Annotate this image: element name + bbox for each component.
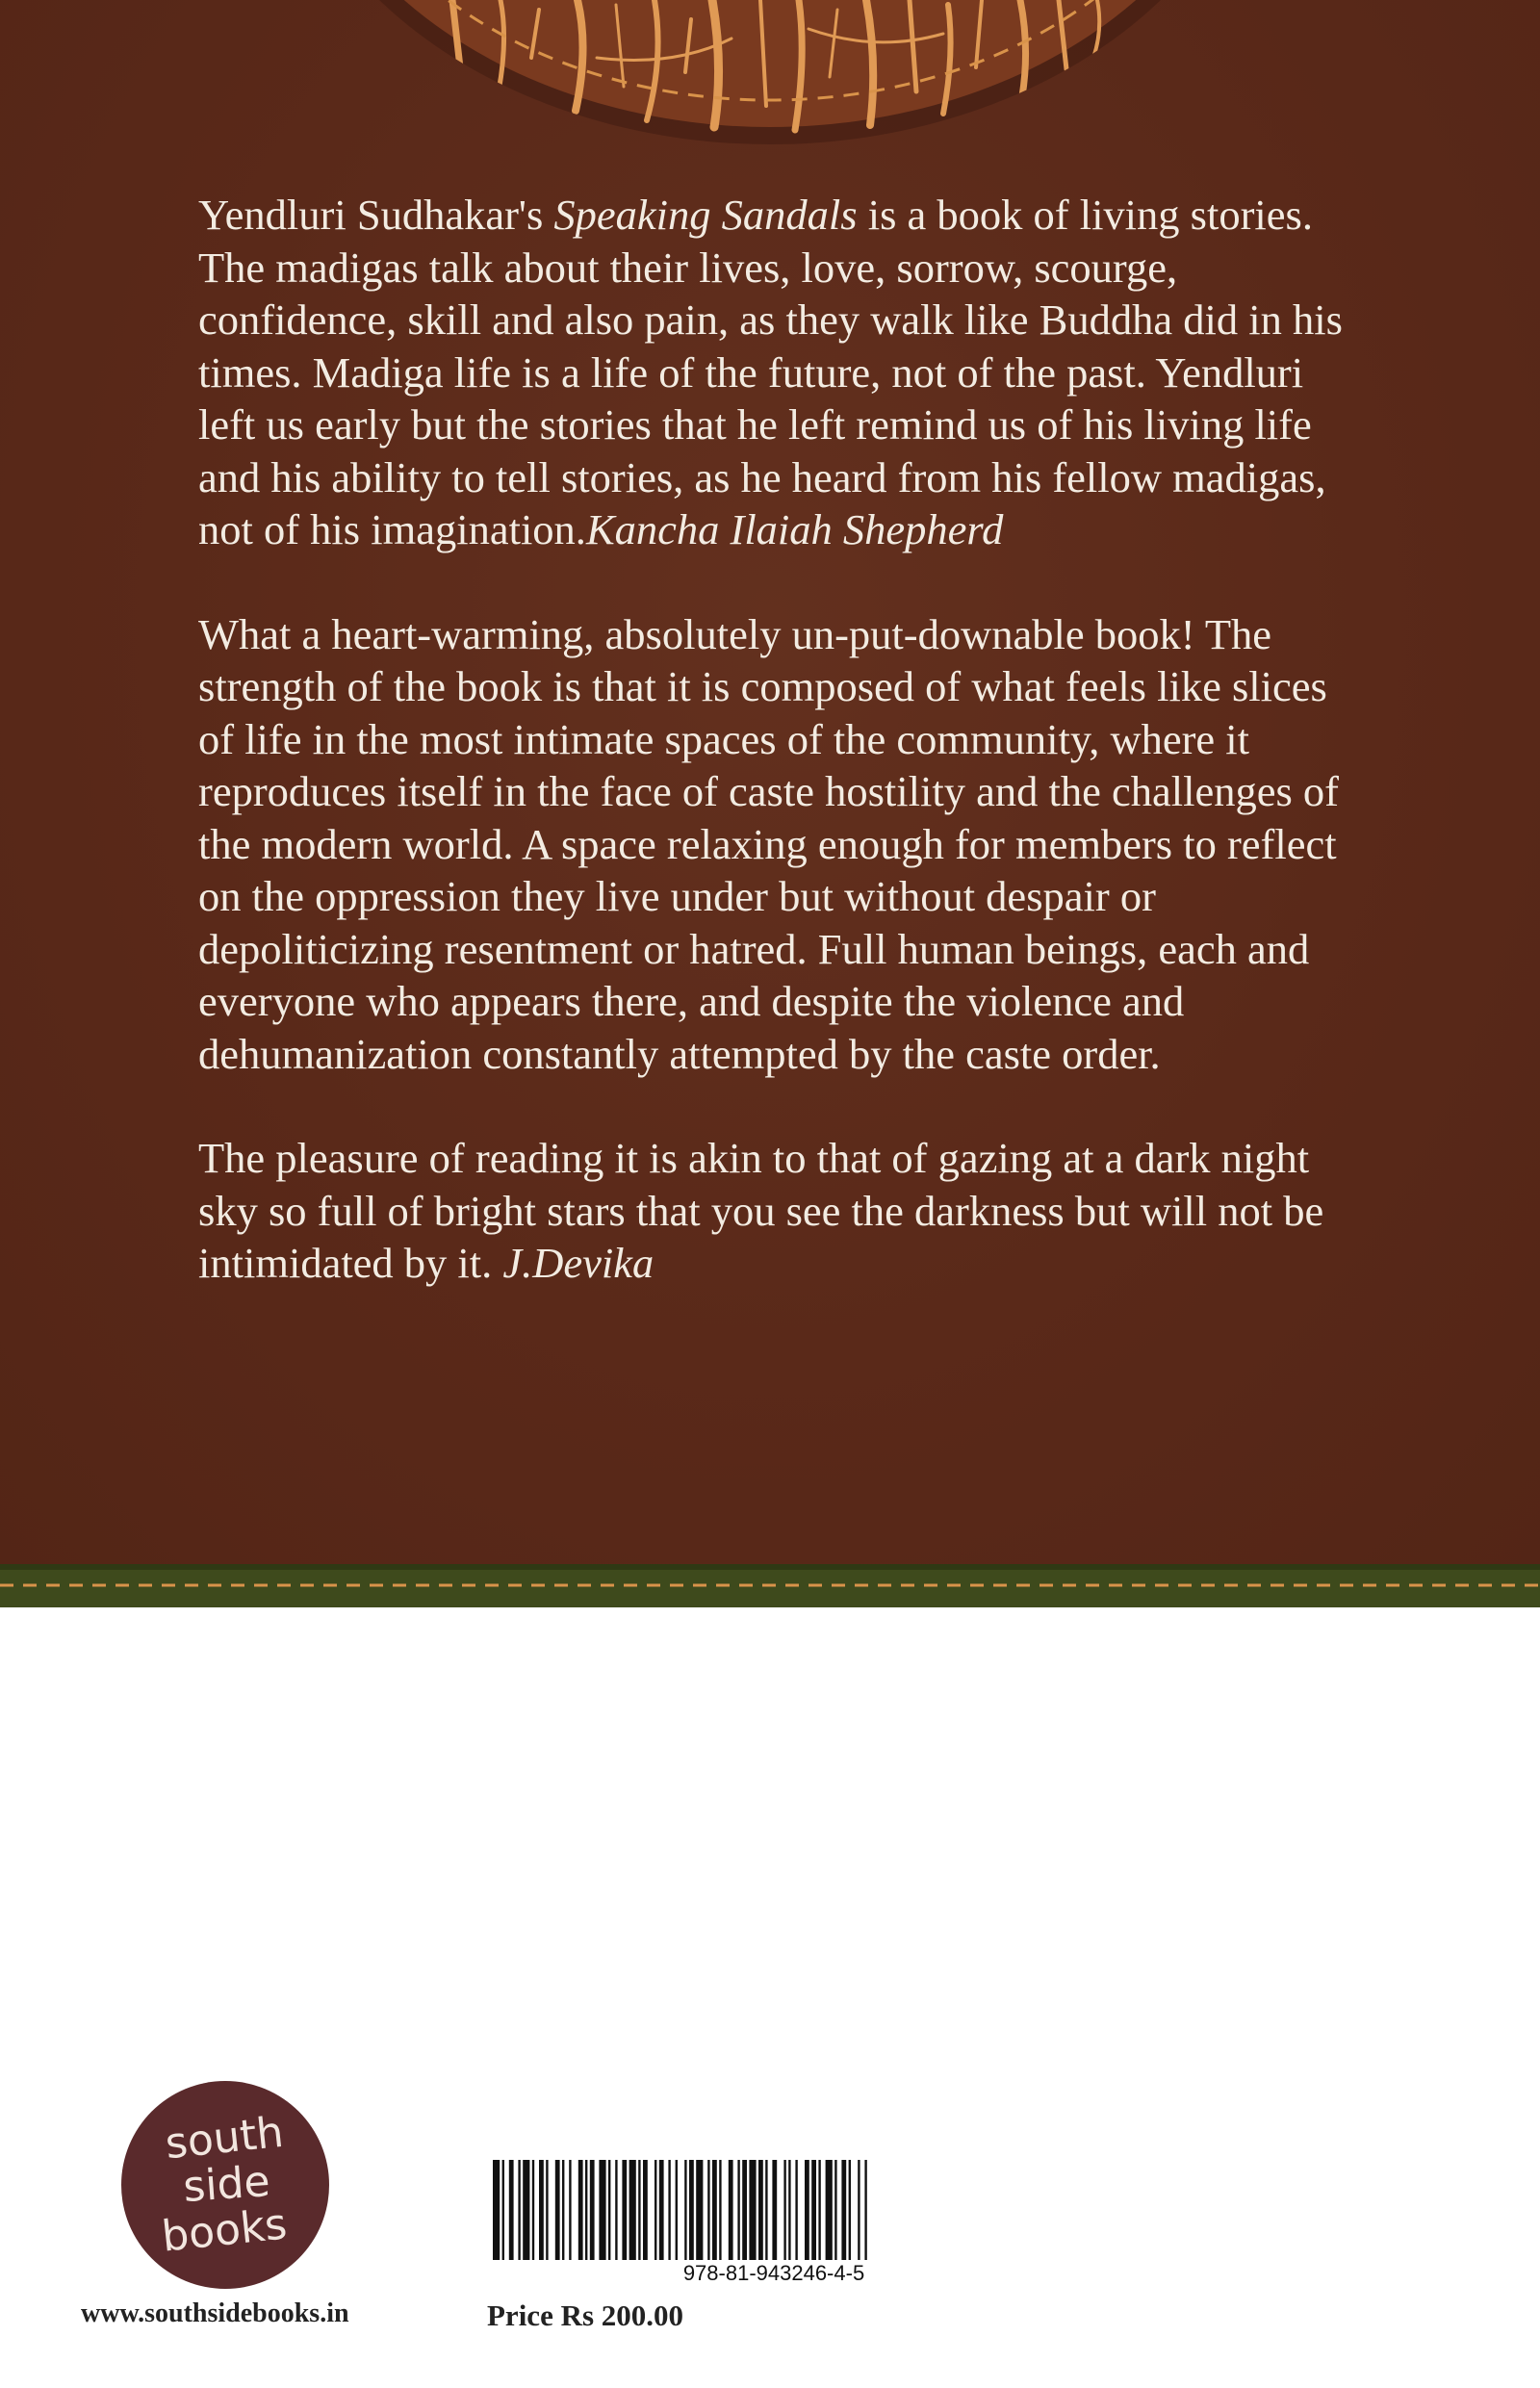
publisher-logo — [119, 2079, 331, 2291]
review-text: Yendluri Sudhakar's — [198, 191, 554, 239]
publisher-website[interactable]: www.southsidebooks.in — [81, 2298, 349, 2328]
reviewer-name: Kancha Ilaiah Shepherd — [585, 505, 1004, 553]
isbn-barcode — [489, 2160, 1059, 2260]
price-label: Price Rs 200.00 — [487, 2298, 684, 2332]
sandal-sole-illustration — [0, 0, 1540, 164]
review-shepherd — [198, 189, 1353, 556]
isbn-number: 978-81-943246-4-5 — [682, 2261, 865, 2285]
book-title: Speaking Sandals — [553, 191, 858, 239]
logo-line: south — [163, 2107, 286, 2170]
logo-line: books — [159, 2199, 290, 2262]
review-text: The pleasure of reading it is akin to that of gazing at a dark night sky so full of bright stars that you see the darkness but will not be intimidated by it. — [198, 1134, 1324, 1287]
review-text: is a book of living stories. The madigas talk about their lives, love, sorrow, scourge, confidence, skill and also pain, as they walk like Buddha did in his times. Madiga life is a life of the future, not of the past. Yendluri left us early but the stories that he left remind us of his living life and his ability to tell stories, as he heard from his fellow madigas, not of his imagination. — [198, 191, 1343, 553]
review-devika-part1: What a heart-warming, absolutely un-put-downable book! The strength of the book is that it is composed of what feels like slices of life in the most intimate spaces of the community, where it reproduces itself in the face of caste hostility and the challenges of the modern world. A space relaxing enough for members to reflect on the oppression they live under but without despair or depoliticizing resentment or hatred. Full human beings, each and everyone who appears there, and despite the violence and dehumanization constantly attempted by the caste order. — [198, 609, 1339, 1078]
logo-line: side — [181, 2156, 272, 2213]
review-devika-part2 — [198, 1132, 1353, 1290]
blurb-text — [198, 189, 1353, 1342]
reviewer-name: J.Devika — [502, 1239, 654, 1287]
stitched-strip — [0, 1564, 1540, 1607]
